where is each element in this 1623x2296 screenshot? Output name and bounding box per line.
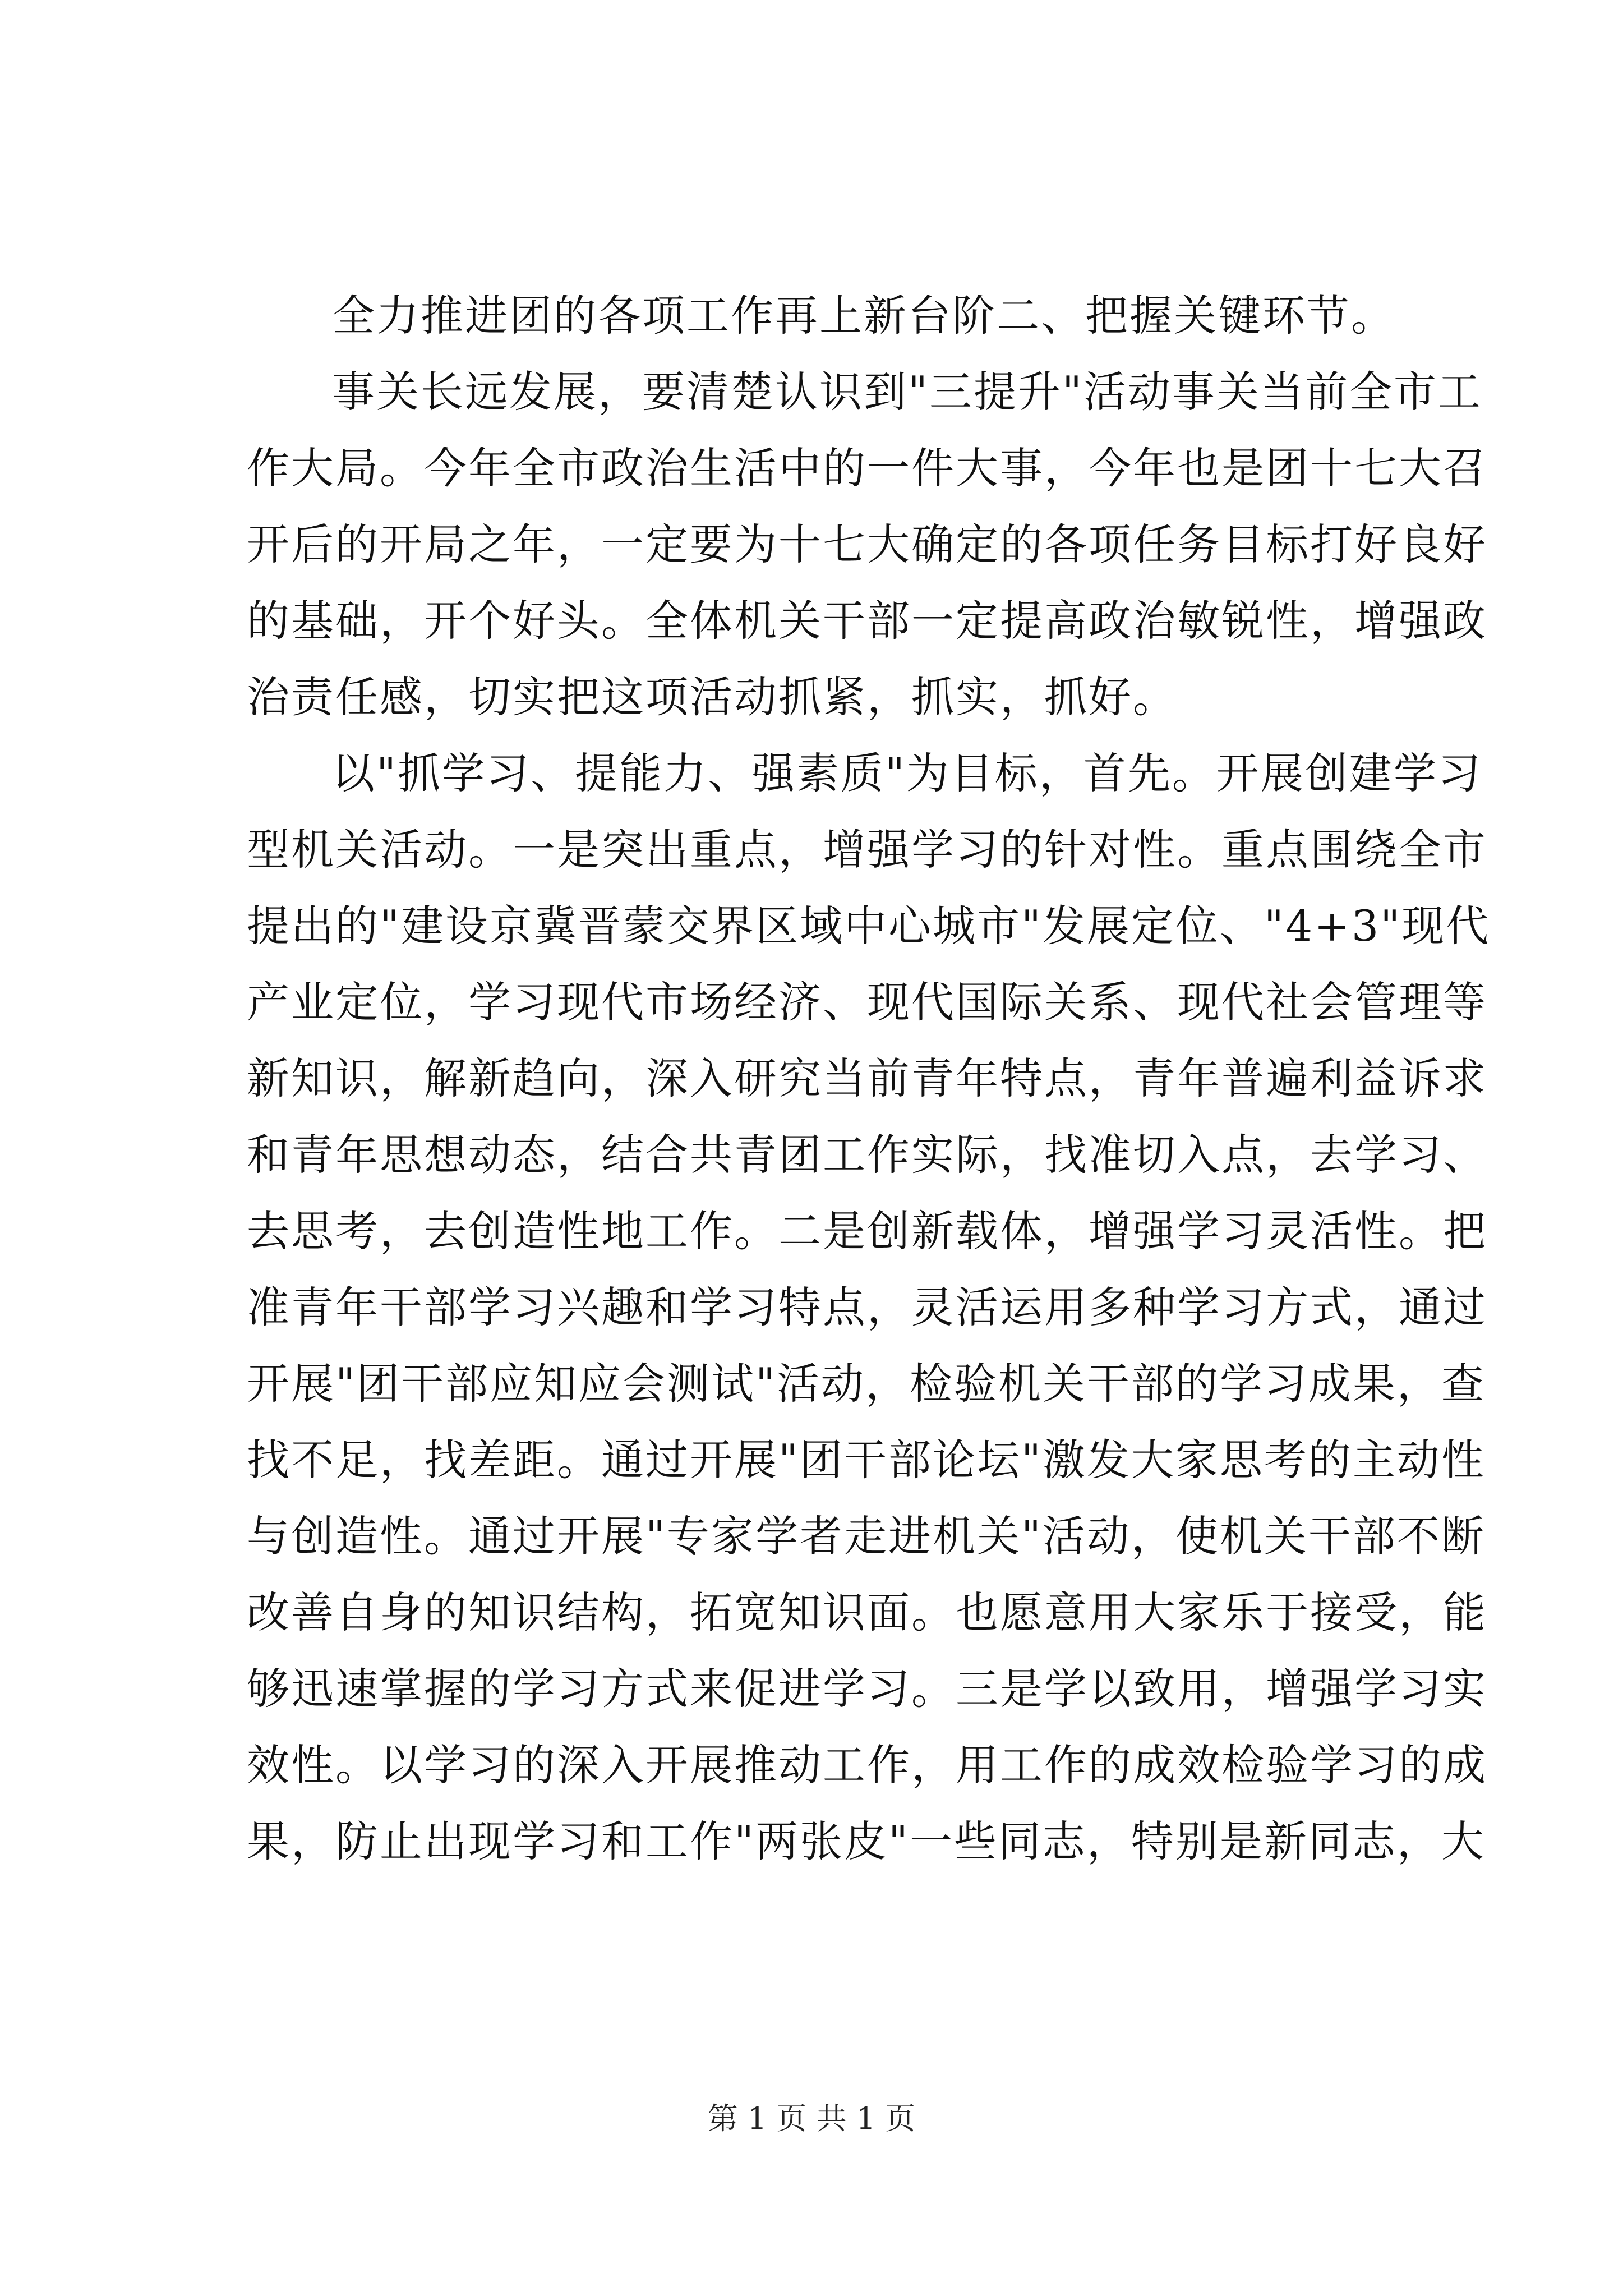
paragraph-line: 改善自身的知识结构，拓宽知识面。也愿意用大家乐于接受，能: [247, 1588, 1487, 1637]
paragraph-line: 作大局。今年全市政治生活中的一件大事，今年也是团十七大召: [247, 443, 1487, 493]
paragraph-line: 新知识，解新趋向，深入研究当前青年特点，青年普遍利益诉求: [247, 1053, 1487, 1103]
paragraph-line: 事关长远发展，要清楚认识到"三提升"活动事关当前全市工: [332, 367, 1482, 417]
paragraph-line: 开展"团干部应知应会测试"活动，检验机关干部的学习成果，查: [247, 1359, 1486, 1409]
paragraph-line: 效性。以学习的深入开展推动工作，用工作的成效检验学习的成: [247, 1740, 1487, 1790]
paragraph-line: 去思考，去创造性地工作。二是创新载体，增强学习灵活性。把: [247, 1206, 1487, 1256]
paragraph-line: 准青年干部学习兴趣和学习特点，灵活运用多种学习方式，通过: [247, 1282, 1487, 1332]
paragraph-line: 与创造性。通过开展"专家学者走进机关"活动，使机关干部不断: [247, 1511, 1486, 1561]
paragraph-line: 型机关活动。一是突出重点，增强学习的针对性。重点围绕全市: [247, 825, 1487, 875]
paragraph-line: 产业定位，学习现代市场经济、现代国际关系、现代社会管理等: [247, 977, 1487, 1027]
paragraph-line: 全力推进团的各项工作再上新台阶二、把握关键环节。: [332, 291, 1395, 341]
page-number-footer: 第 1 页 共 1 页: [707, 2101, 916, 2136]
paragraph-line: 的基础，开个好头。全体机关干部一定提高政治敏锐性，增强政: [247, 596, 1487, 646]
paragraph-line: 找不足，找差距。通过开展"团干部论坛"激发大家思考的主动性: [247, 1435, 1486, 1485]
paragraph-line: 果，防止出现学习和工作"两张皮"一些同志，特别是新同志，大: [247, 1816, 1486, 1866]
body-text: [247, 278, 1491, 1880]
paragraph-line: 开后的开局之年，一定要为十七大确定的各项任务目标打好良好: [247, 519, 1487, 569]
paragraph-line: 和青年思想动态，结合共青团工作实际，找准切入点，去学习、: [247, 1130, 1487, 1180]
paragraph-line: 以"抓学习、提能力、强素质"为目标，首先。开展创建学习: [332, 748, 1482, 798]
paragraph-line: 提出的"建设京冀晋蒙交界区域中心城市"发展定位、"4+3"现代: [247, 901, 1491, 951]
paragraph-line: 够迅速掌握的学习方式来促进学习。三是学以致用，增强学习实: [247, 1664, 1487, 1714]
paragraph-line: 治责任感，切实把这项活动抓紧，抓实，抓好。: [247, 672, 1177, 722]
